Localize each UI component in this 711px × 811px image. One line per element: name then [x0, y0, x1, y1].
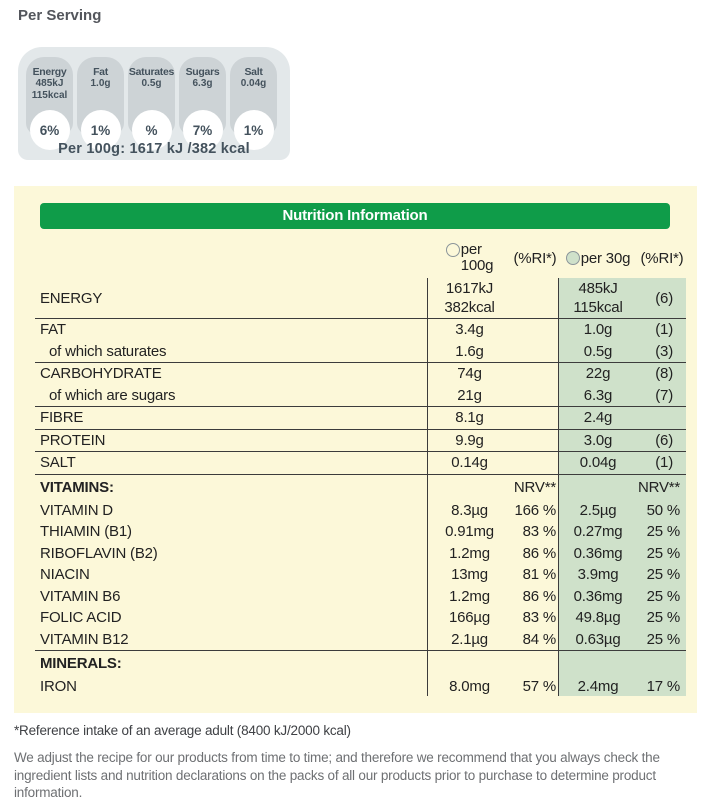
- row-label: VITAMIN B6: [40, 587, 121, 605]
- ri-per-100g: 83 %: [522, 609, 556, 627]
- row-label: PROTEIN: [40, 431, 106, 449]
- value-per-30g: [558, 408, 638, 427]
- value-per-30g: [558, 501, 638, 520]
- badges-row: [18, 47, 290, 138]
- table-row: [35, 651, 686, 676]
- badge-ri-circle: %: [132, 110, 172, 150]
- value-line: 0.5g: [583, 342, 613, 360]
- footnote-disclaimer: We adjust the recipe for our products from time to time; and therefore we recommend that you always check the ingredient lists and nutrition declarations on the packs of all our products prior to purchase to determine product information.: [14, 750, 660, 800]
- badge-name: Saturates: [128, 66, 175, 78]
- value-per-30g: [558, 544, 638, 563]
- value-line: 3.9mg: [577, 566, 619, 584]
- ri-per-30g: 25 %: [646, 566, 680, 584]
- row-label: FAT: [40, 321, 66, 339]
- column-header-per-100g: [427, 240, 512, 278]
- nutrient-badge: [26, 57, 73, 138]
- value-line: 8.0mg: [449, 677, 490, 695]
- table-row: [35, 543, 686, 565]
- value-line: 2.1µg: [451, 630, 488, 648]
- badge-name: Energy: [32, 66, 67, 78]
- table-row: [35, 341, 686, 364]
- ri-per-30g: (7): [655, 386, 673, 404]
- row-label: NIACIN: [40, 566, 90, 584]
- nutrition-table-body: [35, 278, 686, 696]
- value-line: 0.04g: [579, 454, 617, 472]
- badge-ri-circle: 7%: [183, 110, 223, 150]
- row-label: FOLIC ACID: [40, 609, 122, 627]
- ri-per-30g: 25 %: [646, 523, 680, 541]
- ri-per-30g: NRV**: [638, 478, 681, 496]
- value-per-30g: [558, 522, 638, 541]
- value-per-100g: [427, 431, 512, 450]
- row-label: THIAMIN (B1): [40, 523, 132, 541]
- value-per-30g: [558, 677, 638, 696]
- value-line: 1.2mg: [449, 544, 490, 562]
- value-line: 9.9g: [455, 431, 484, 449]
- badge-ri-circle: 1%: [81, 110, 121, 150]
- ri-per-30g: (8): [655, 365, 673, 383]
- table-column-headers: [35, 240, 686, 278]
- value-line: 1.0g: [583, 321, 613, 339]
- nutrition-panel: [14, 186, 697, 713]
- badge-name: Fat: [93, 66, 108, 78]
- table-row: [35, 475, 686, 500]
- badge-value: 485kJ: [35, 78, 64, 89]
- footnote-reference: *Reference intake of an average adult (8400 kJ/2000 kcal): [14, 723, 351, 738]
- table-row: [35, 500, 686, 522]
- value-per-100g: [427, 501, 512, 520]
- table-row: [35, 564, 686, 586]
- value-per-100g: [427, 630, 512, 649]
- per-30g-radio[interactable]: [566, 251, 580, 265]
- row-label: MINERALS:: [40, 655, 122, 672]
- ri-per-30g: (6): [655, 289, 673, 307]
- badge-name: Sugars: [185, 66, 220, 78]
- nutrient-badge: [179, 57, 226, 138]
- table-row: [35, 521, 686, 543]
- value-line: 3.4g: [455, 321, 484, 339]
- value-line: 2.4mg: [577, 677, 619, 695]
- row-label: IRON: [40, 677, 77, 695]
- value-line: 166µg: [448, 609, 490, 627]
- value-per-30g: [558, 630, 638, 649]
- nutrient-badge: [230, 57, 277, 138]
- per-serving-badges-panel: [18, 47, 290, 160]
- value-per-100g: [427, 608, 512, 627]
- value-per-100g: [427, 279, 512, 317]
- value-per-100g: [427, 408, 512, 427]
- ri-per-100g: 166 %: [514, 501, 556, 519]
- ri-per-30g: 25 %: [646, 609, 680, 627]
- row-label: CARBOHYDRATE: [40, 365, 162, 383]
- value-line: 0.14g: [451, 454, 488, 472]
- badge-value: 6.3g: [192, 78, 213, 89]
- value-line: 6.3g: [583, 386, 613, 404]
- value-per-30g: [558, 453, 638, 472]
- table-row: [35, 586, 686, 608]
- table-row: [35, 430, 686, 453]
- row-label: FIBRE: [40, 409, 84, 427]
- value-line: 22g: [585, 365, 611, 383]
- ri-per-100g: 86 %: [522, 587, 556, 605]
- value-per-100g: [427, 587, 512, 606]
- table-row: [35, 676, 686, 696]
- ri-per-100g: 84 %: [522, 630, 556, 648]
- ri-per-30g: 25 %: [646, 544, 680, 562]
- column-header-spacer: [35, 240, 427, 278]
- row-label: VITAMIN B12: [40, 630, 129, 648]
- nutrient-badge: [77, 57, 124, 138]
- per-100g-summary: Per 100g: 1617 kJ /382 kcal: [58, 141, 250, 157]
- value-line: 485kJ: [578, 280, 618, 297]
- ri-per-100g: NRV**: [513, 478, 556, 496]
- value-per-100g: [427, 342, 512, 361]
- value-line: 2.4g: [583, 409, 613, 427]
- row-label: VITAMIN D: [40, 501, 113, 519]
- value-per-100g: [427, 565, 512, 584]
- badge-value: 1.0g: [90, 78, 111, 89]
- row-label: RIBOFLAVIN (B2): [40, 544, 158, 562]
- table-row: [35, 607, 686, 629]
- per-100g-label: [461, 242, 494, 274]
- ri-per-30g: 17 %: [646, 677, 680, 695]
- table-row: [35, 629, 686, 652]
- value-line: 21g: [457, 386, 482, 404]
- badge-ri-circle: 1%: [234, 110, 274, 150]
- badge-name: Salt: [244, 66, 263, 78]
- value-per-30g: [558, 320, 638, 339]
- table-row: [35, 363, 686, 385]
- nutrient-badge: [128, 57, 175, 138]
- badge-value: 0.04g: [240, 78, 267, 89]
- nutrition-table: [35, 240, 686, 696]
- table-row: [35, 407, 686, 430]
- column-header-per-30g: [558, 240, 638, 278]
- value-line: 8.3µg: [451, 501, 488, 519]
- value-per-30g: [558, 386, 638, 405]
- value-per-100g: [427, 453, 512, 472]
- value-line: 115kcal: [573, 299, 623, 316]
- row-label: VITAMINS:: [40, 478, 114, 496]
- value-line: 2.5µg: [579, 501, 617, 519]
- table-row: [35, 385, 686, 408]
- ri-per-30g: 50 %: [646, 501, 680, 519]
- value-per-100g: [427, 677, 512, 696]
- table-row: [35, 319, 686, 341]
- nutrition-table-title: Nutrition Information: [40, 203, 670, 229]
- value-line: 0.63µg: [575, 630, 621, 648]
- value-line: 8.1g: [455, 409, 484, 427]
- per-100g-label-line2: 100g: [460, 257, 494, 274]
- ri-per-100g: 83 %: [522, 523, 556, 541]
- per-serving-title: Per Serving: [18, 7, 102, 24]
- value-per-100g: [427, 320, 512, 339]
- per-100g-radio[interactable]: [446, 243, 460, 257]
- value-per-30g: [558, 587, 638, 606]
- ri-per-100g: 81 %: [522, 566, 556, 584]
- row-label: ENERGY: [40, 289, 103, 307]
- column-header-ri-100g: (%RI*): [513, 250, 557, 267]
- ri-per-30g: (3): [655, 342, 673, 360]
- ri-per-100g: 57 %: [522, 677, 556, 695]
- value-per-30g: [558, 364, 638, 383]
- value-per-100g: [427, 386, 512, 405]
- value-line: 0.91mg: [445, 523, 494, 541]
- value-line: 0.27mg: [573, 523, 623, 541]
- value-per-100g: [427, 544, 512, 563]
- value-line: 49.8µg: [575, 609, 621, 627]
- badge-value: 115kcal: [31, 90, 68, 101]
- value-line: 13mg: [451, 566, 488, 584]
- per-30g-label: per 30g: [580, 250, 631, 267]
- value-per-30g: [558, 279, 638, 317]
- value-per-30g: [558, 565, 638, 584]
- value-line: 0.36mg: [573, 587, 623, 605]
- ri-per-30g: (1): [655, 321, 673, 339]
- ri-per-30g: (1): [655, 454, 673, 472]
- ri-per-30g: 25 %: [646, 630, 680, 648]
- ri-per-100g: 86 %: [522, 544, 556, 562]
- value-line: 382kcal: [444, 299, 495, 316]
- badge-value: 0.5g: [141, 78, 162, 89]
- value-line: 3.0g: [583, 431, 613, 449]
- value-per-30g: [558, 342, 638, 361]
- row-label: of which saturates: [49, 342, 167, 360]
- row-label: of which are sugars: [49, 386, 176, 404]
- table-row: [35, 278, 686, 319]
- value-line: 1.2mg: [449, 587, 490, 605]
- row-label: SALT: [40, 454, 76, 472]
- value-per-30g: [558, 608, 638, 627]
- value-line: 1617kJ: [445, 280, 494, 297]
- badge-ri-circle: 6%: [30, 110, 70, 150]
- ri-per-30g: 25 %: [646, 587, 680, 605]
- table-row: [35, 452, 686, 475]
- ri-per-30g: (6): [655, 431, 673, 449]
- value-per-100g: [427, 522, 512, 541]
- column-header-ri-30g: (%RI*): [640, 250, 684, 267]
- value-per-30g: [558, 431, 638, 450]
- value-line: 0.36mg: [573, 544, 623, 562]
- value-per-100g: [427, 364, 512, 383]
- value-line: 1.6g: [455, 342, 484, 360]
- value-line: 74g: [457, 365, 482, 383]
- per-100g-label-line1: per: [460, 241, 482, 258]
